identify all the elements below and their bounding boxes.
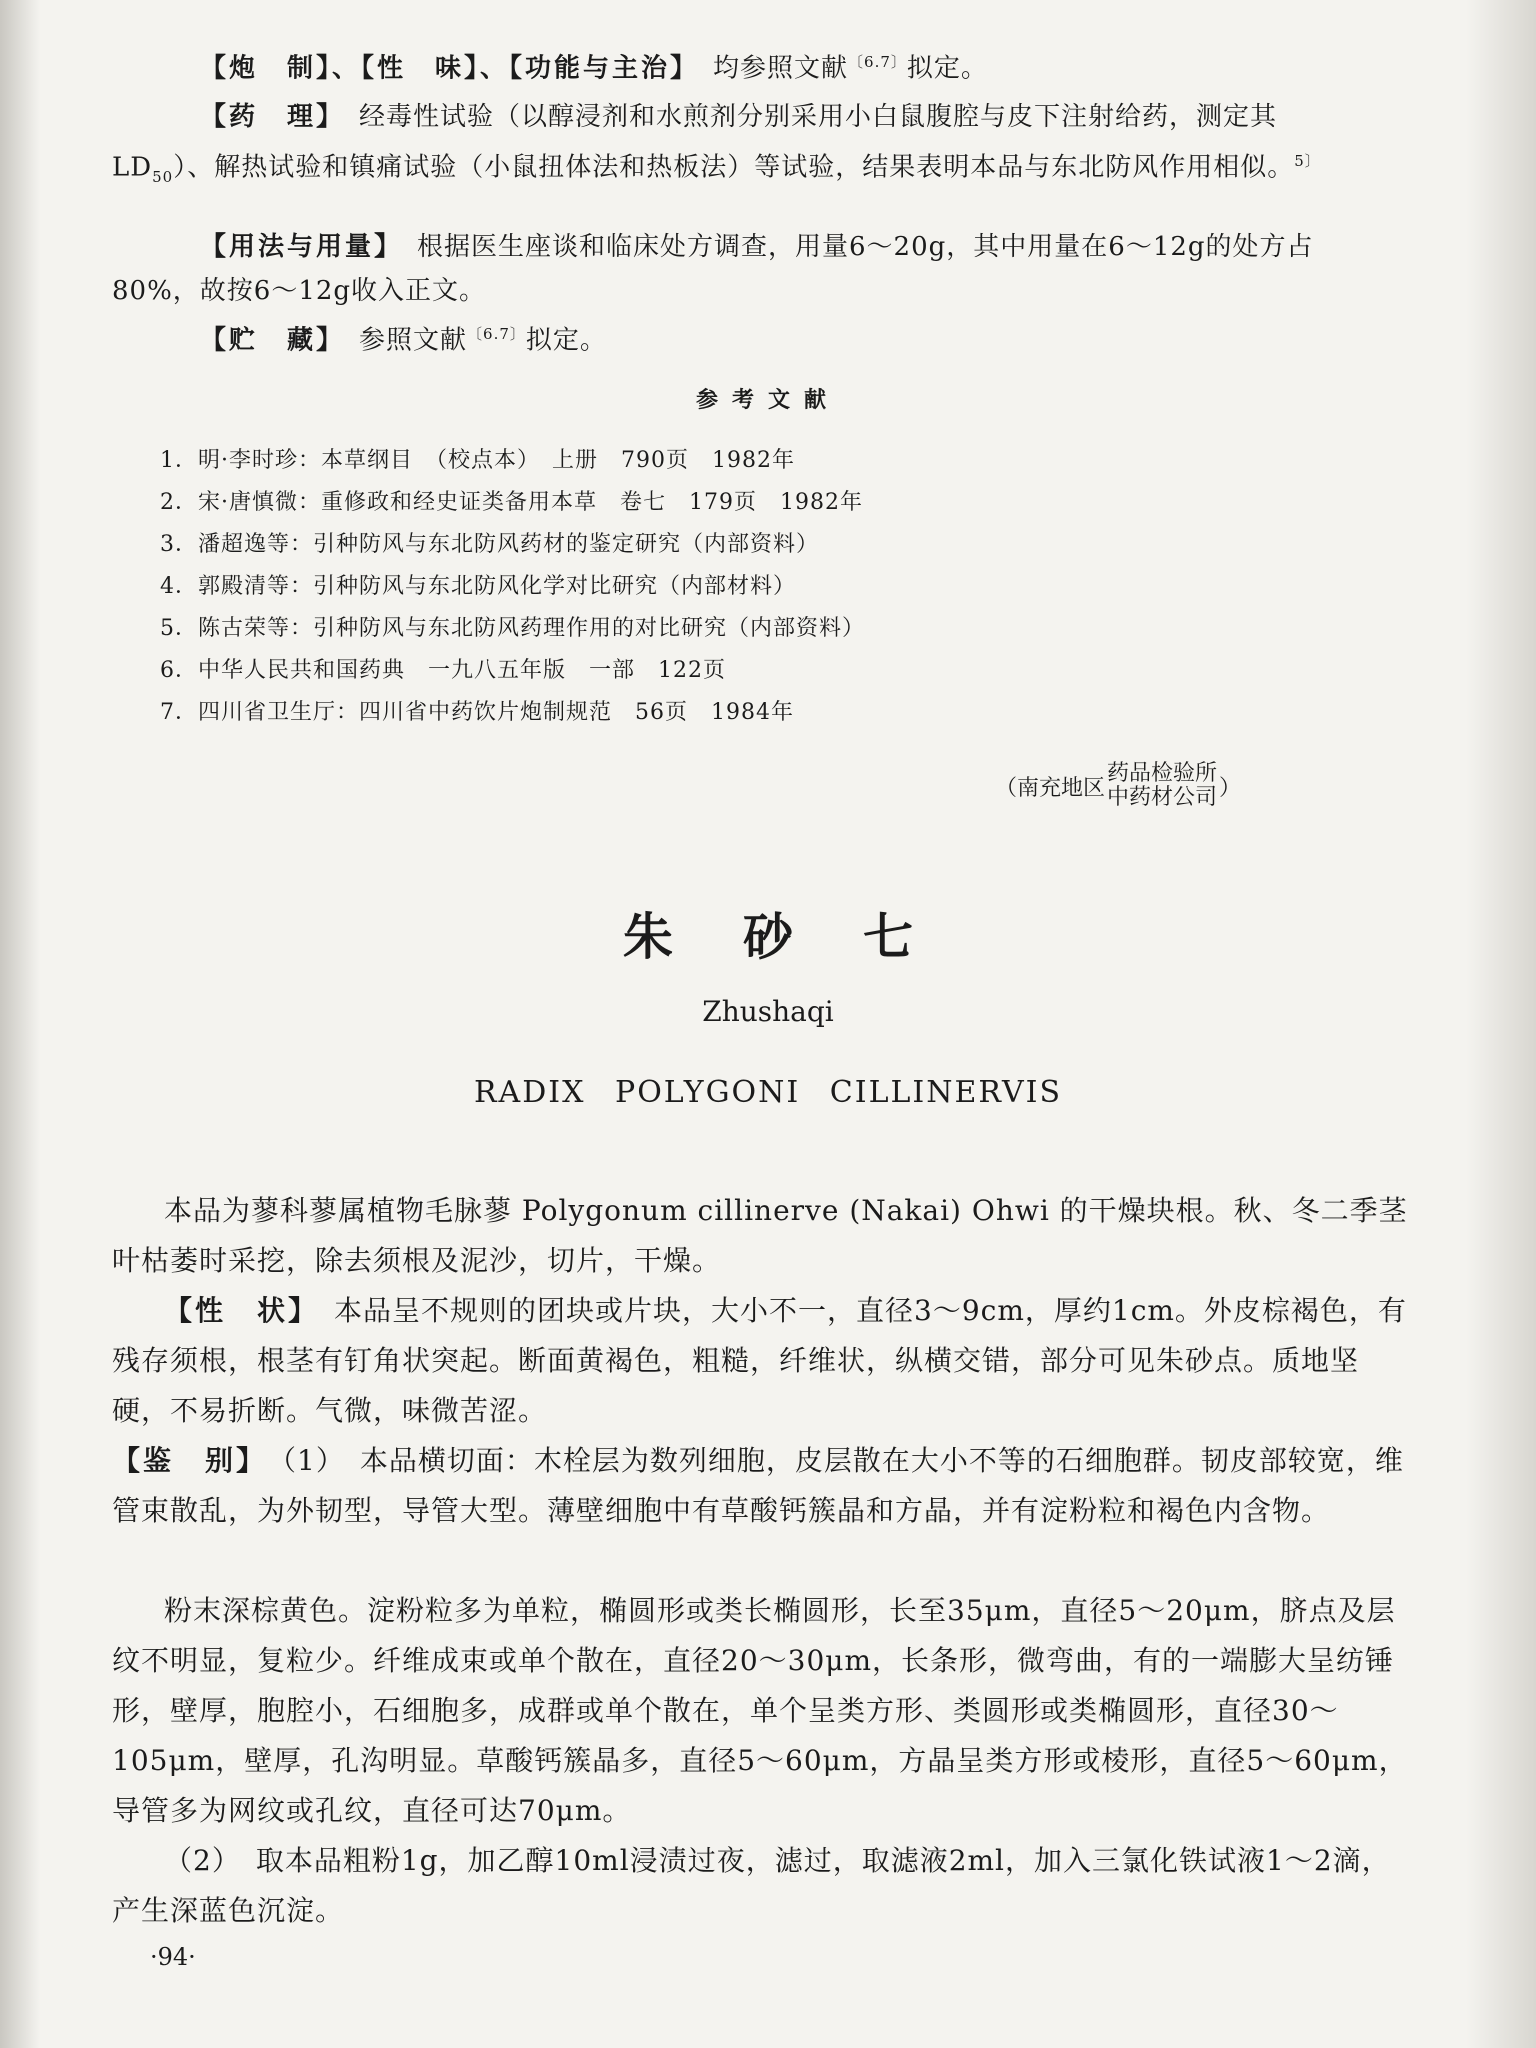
section-tag-jianbie: 【鉴 别】 bbox=[112, 1444, 254, 1477]
section-tag-yongfa: 【用法与用量】 bbox=[200, 232, 391, 262]
references-title: 参考文献 bbox=[695, 388, 840, 413]
reference-item: 5．陈古荣等：引种防风与东北防风药理作用的对比研究（内部资料） bbox=[160, 616, 865, 641]
section-tag-zhucang: 【贮 藏】 bbox=[200, 325, 333, 356]
yongfa-paragraph: 【用法与用量】 根据医生座谈和临床处方调查，用量6～20g，其中用量在6～12g的处方占80%，故按6～12g收入正文。 bbox=[112, 232, 1314, 306]
page-number: ·94· bbox=[150, 1943, 196, 1971]
section-tags: 【炮 制】、【性 味】、【功能与主治】 bbox=[200, 53, 687, 84]
section-tag-yaoli: 【药 理】 bbox=[200, 102, 333, 132]
intro-paragraph: 本品为蓼科蓼属植物毛脉蓼 Polygonum cillinerve (Nakai) Ohwi 的干燥块根。秋、冬二季茎叶枯萎时采挖，除去须根及泥沙，切片，干燥。 bbox=[112, 1194, 1408, 1277]
monograph-latin-name: RADIX POLYGONI CILLINERVIS bbox=[473, 1075, 1063, 1110]
xingzhuang-paragraph: 【性 状】 本品呈不规则的团块或片块，大小不一，直径3～9cm，厚约1cm。外皮棕褐色，有残存须根，根茎有钉角状突起。断面黄褐色，粗糙，纤维状，纵横交错，部分可见朱砂点。质地坚硬，不易折断。气微，味微苦涩。 bbox=[112, 1294, 1407, 1427]
reference-item: 1．明·李时珍：本草纲目 （校点本） 上册 790页 1982年 bbox=[160, 448, 795, 473]
paozhi-paragraph: 【炮 制】、【性 味】、【功能与主治】 均参照文献$^{〔6.7〕}$拟定。 bbox=[200, 53, 988, 84]
monograph-pinyin: Zhushaqi bbox=[702, 995, 834, 1028]
references-list bbox=[160, 440, 1260, 734]
section-tag-xingzhuang: 【性 状】 bbox=[164, 1294, 306, 1327]
author-source: （南充地区 药品检验所 中药材公司 ） bbox=[995, 761, 1242, 810]
reference-item: 4．郭殿清等：引种防风与东北防风化学对比研究（内部材料） bbox=[160, 574, 796, 599]
zhucang-paragraph: 【贮 藏】 参照文献$^{〔6.7〕}$拟定。 bbox=[200, 325, 607, 356]
fenmo-paragraph: 粉末深棕黄色。淀粉粒多为单粒，椭圆形或类长椭圆形，长至35μm，直径5～20μm，脐点及层纹不明显，复粒少。纤维成束或单个散在，直径20～30μm，长条形，微弯曲，有的一端膨大呈纺锤形，壁厚，胞腔小，石细胞多，成群或单个散在，单个呈类方形、类圆形或类椭圆形，直径30～105μm，壁厚，孔沟明显。草酸钙簇晶多，直径5～60μm，方晶呈类方形或棱形，直径5～60μm，导管多为网纹或孔纹，直径可达70μm。 bbox=[112, 1594, 1408, 1827]
yaoli-paragraph: 【药 理】 经毒性试验（以醇浸剂和水煎剂分别采用小白鼠腹腔与皮下注射给药，测定其$LD_{50}$）、解热试验和镇痛试验（小鼠扭体法和热板法）等试验，结果表明本品与东北防风作用相似。$^{5〕}$ bbox=[112, 102, 1321, 186]
jianbie-paragraph: 【鉴 别】 （1） 本品横切面：木栓层为数列细胞，皮层散在大小不等的石细胞群。韧皮部较宽，维管束散乱，为外韧型，导管大型。薄壁细胞中有草酸钙簇晶和方晶，并有淀粉粒和褐色内含物。 bbox=[112, 1444, 1404, 1527]
reference-item: 3．潘超逸等：引种防风与东北防风药材的鉴定研究（内部资料） bbox=[160, 532, 819, 557]
reference-item: 7．四川省卫生厅：四川省中药饮片炮制规范 56页 1984年 bbox=[160, 700, 794, 725]
reference-item: 6．中华人民共和国药典 一九八五年版 一部 122页 bbox=[160, 658, 726, 683]
reference-item: 2．宋·唐慎微：重修政和经史证类备用本草 卷七 179页 1982年 bbox=[160, 490, 863, 515]
source-stack: 药品检验所 中药材公司 bbox=[1107, 761, 1218, 810]
identification-two-paragraph: （2） 取本品粗粉1g，加乙醇10ml浸渍过夜，滤过，取滤液2ml，加入三氯化铁试液1～2滴，产生深蓝色沉淀。 bbox=[112, 1844, 1391, 1927]
monograph-title: 朱砂七 bbox=[623, 908, 983, 966]
